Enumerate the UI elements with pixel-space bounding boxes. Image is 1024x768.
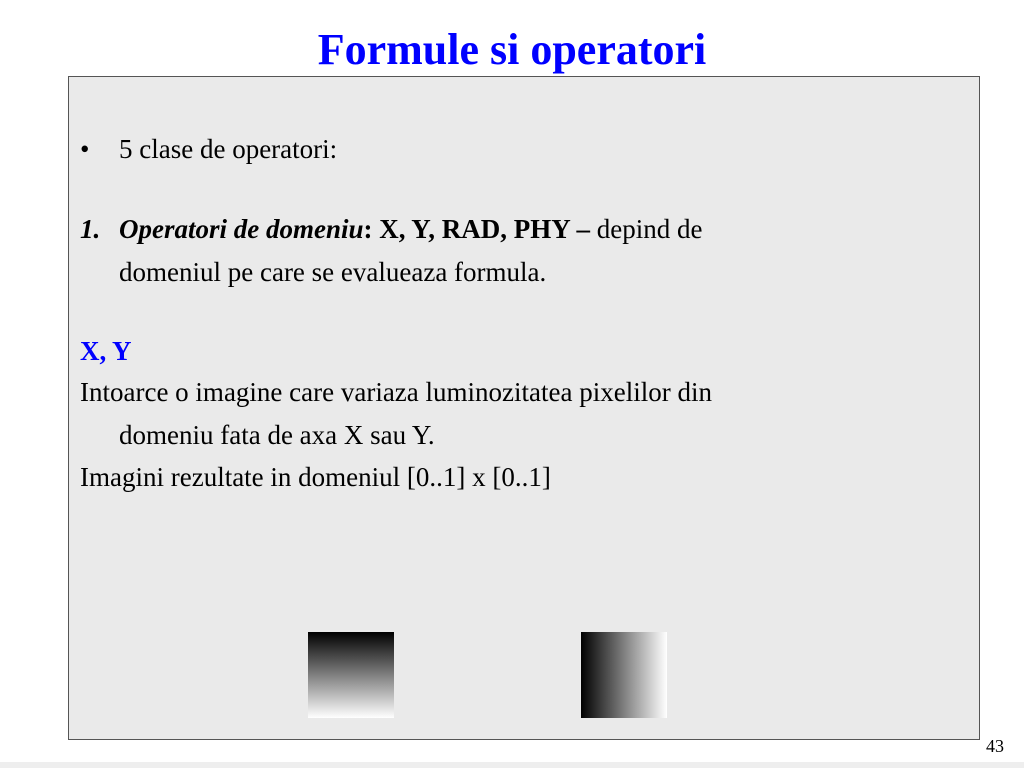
page-number: 43	[986, 736, 1004, 756]
item-colon: :	[363, 214, 373, 244]
paragraph-2: Imagini rezultate in domeniul [0..1] x [0..1]	[80, 462, 551, 492]
gradient-image-y	[308, 632, 394, 718]
bottom-strip	[0, 762, 1024, 768]
item-desc-line-2: domeniul pe care se evalueaza formula.	[119, 257, 547, 287]
slide-title: Formule si operatori	[317, 25, 707, 74]
paragraph-1-line-1: Intoarce o imagine care variaza luminozitatea pixelilor din	[80, 377, 712, 407]
paragraph-1-line-2: domeniu fata de axa X sau Y.	[119, 420, 435, 450]
bullet-text: 5 clase de operatori:	[119, 134, 338, 164]
item-operators: X, Y, RAD, PHY –	[372, 214, 591, 244]
content-box	[68, 76, 980, 740]
item-name: Operatori de domeniu	[119, 214, 364, 244]
bullet-symbol: •	[80, 134, 90, 164]
item-desc-line-1: depind de	[590, 214, 703, 244]
item-number: 1.	[80, 214, 101, 244]
gradient-image-x	[581, 632, 667, 718]
section-heading-xy: X, Y	[80, 336, 132, 366]
item-line-1	[119, 212, 703, 246]
